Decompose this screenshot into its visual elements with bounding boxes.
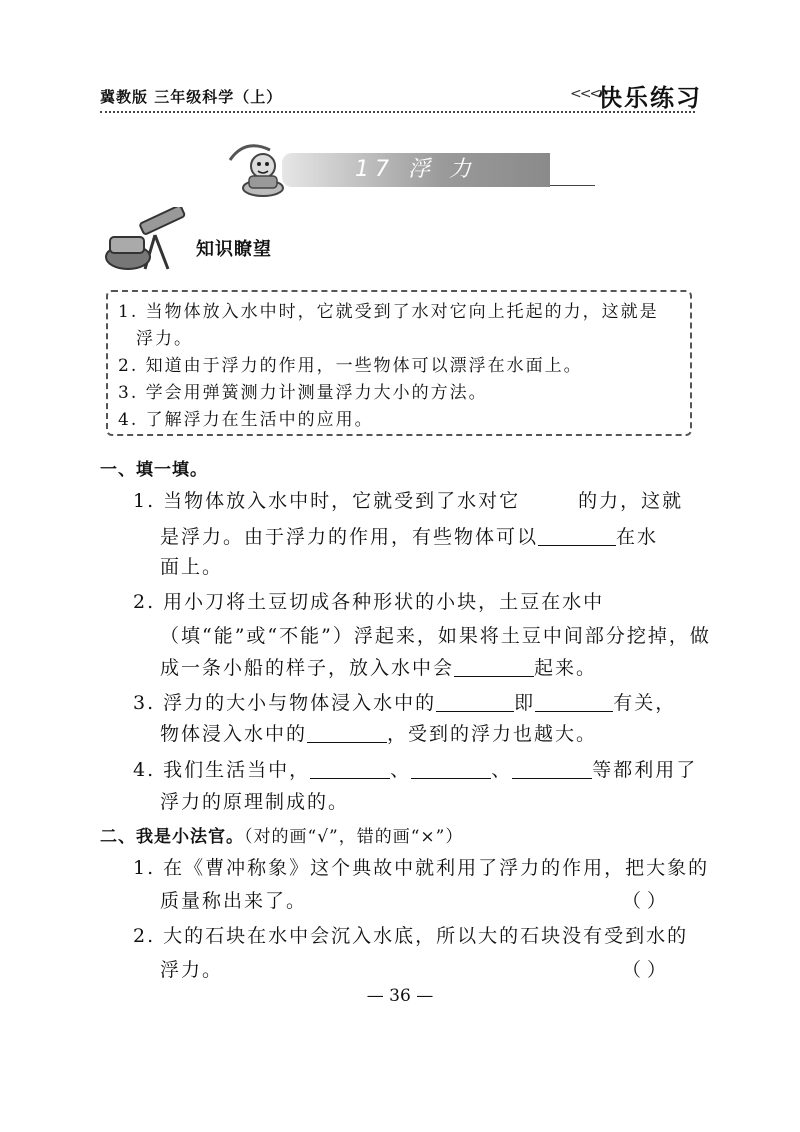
telescope-icon: [100, 207, 195, 275]
answer-blank[interactable]: [535, 692, 613, 712]
answer-parentheses[interactable]: （ ）: [622, 959, 667, 981]
question-text: 1. 当物体放入水中时，它就受到了水对它: [133, 490, 521, 512]
question-text: 、: [491, 759, 513, 781]
question-text: 物体浸入水中的: [160, 723, 308, 745]
question-text: 即: [514, 692, 536, 714]
knowledge-title: 知识瞭望: [196, 239, 272, 260]
series-title: 快乐练习: [598, 84, 702, 112]
knowledge-item: 浮力。: [136, 329, 193, 349]
question-text: 有关，: [613, 692, 677, 714]
question-line: [133, 755, 697, 782]
question-line: [160, 719, 597, 746]
question-line: [133, 587, 604, 614]
question-line: [160, 787, 349, 814]
answer-blank[interactable]: [520, 491, 578, 510]
answer-blank[interactable]: [411, 759, 491, 779]
knowledge-item: 2. 知道由于浮力的作用，一些物体可以漂浮在水面上。: [118, 356, 583, 376]
section-heading: 二、我是小法官。: [100, 827, 244, 847]
question-text: 、: [390, 759, 412, 781]
section-hint: （对的画“√”，错的画“×”）: [244, 827, 464, 847]
answer-blank[interactable]: [512, 759, 592, 779]
question-text: 4. 我们生活当中，: [133, 759, 311, 781]
answer-blank[interactable]: [307, 723, 387, 743]
question-text: 1. 在《曹冲称象》这个典故中就利用了浮力的作用，把大象的: [133, 857, 710, 879]
question-line: [133, 853, 709, 880]
question-line: [160, 653, 597, 680]
question-text: 在水: [616, 526, 659, 548]
question-text: （填“能”或“不能”）浮起来，如果将土豆中间部分挖掉，做: [160, 625, 711, 647]
question-text: 2. 用小刀将土豆切成各种形状的小块，土豆在水中: [133, 591, 605, 613]
question-line: [160, 522, 658, 549]
section-heading: 一、填一填。: [100, 460, 208, 480]
answer-blank[interactable]: [454, 657, 534, 677]
question-line: [133, 486, 683, 513]
banner-underline: [550, 185, 595, 186]
question-text: 成一条小船的样子，放入水中会: [160, 657, 455, 679]
header-divider: [100, 111, 695, 113]
question-text: 面上。: [160, 556, 224, 578]
lesson-title: 17 浮 力: [355, 157, 477, 182]
question-line: [160, 955, 223, 982]
question-line: [160, 621, 711, 648]
chevrons-icon: <<<: [570, 86, 600, 102]
question-line: [133, 921, 688, 948]
knowledge-item: 1. 当物体放入水中时，它就受到了水对它向上托起的力，这就是: [118, 302, 659, 322]
question-text: 等都利用了: [592, 759, 698, 781]
question-text: 质量称出来了。: [160, 890, 308, 912]
question-text: 2. 大的石块在水中会沉入水底，所以大的石块没有受到水的: [133, 925, 689, 947]
book-title: 冀教版 三年级科学（上）: [100, 88, 283, 106]
answer-blank[interactable]: [436, 692, 514, 712]
answer-blank[interactable]: [310, 759, 390, 779]
question-text: 浮力。: [160, 959, 224, 981]
question-line: [160, 886, 307, 913]
page-number: — 36 —: [366, 986, 434, 1006]
answer-parentheses[interactable]: （ ）: [622, 890, 667, 912]
question-text: 是浮力。由于浮力的作用，有些物体可以: [160, 526, 539, 548]
question-text: 3. 浮力的大小与物体浸入水中的: [133, 692, 437, 714]
knowledge-item: 4. 了解浮力在生活中的应用。: [118, 410, 374, 430]
section-heading-row: [100, 822, 463, 847]
question-text: 起来。: [534, 657, 598, 679]
answer-blank[interactable]: [538, 526, 616, 546]
question-text: 的力，这就: [578, 490, 684, 512]
question-line: [160, 552, 223, 579]
question-text: 浮力的原理制成的。: [160, 791, 350, 813]
question-text: ，受到的浮力也越大。: [387, 723, 598, 745]
knowledge-item: 3. 学会用弹簧测力计测量浮力大小的方法。: [118, 383, 488, 403]
question-line: [133, 688, 676, 715]
